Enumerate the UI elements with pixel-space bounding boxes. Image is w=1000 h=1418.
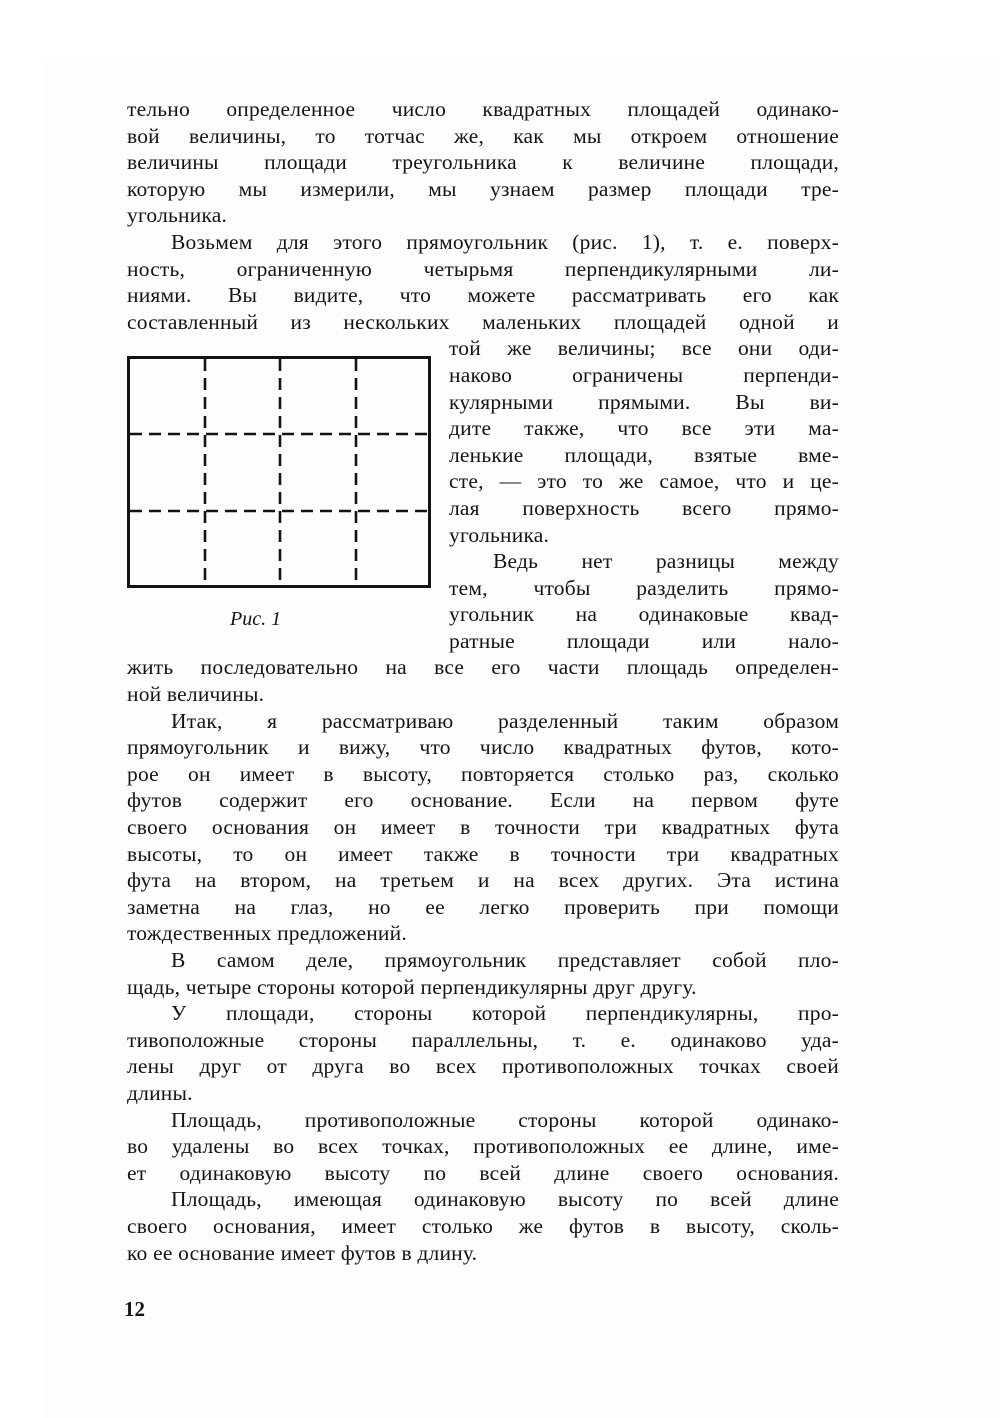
text-line: Возьмем для этого прямоугольник (рис. 1), т. е. поверх- <box>171 229 839 254</box>
text-line: В самом деле, прямоугольник представляет собой пло- <box>171 948 839 972</box>
figure-caption: Рис. 1 <box>230 608 282 630</box>
text-line: составленный из нескольких маленьких площадей одной и <box>127 309 839 334</box>
text-line: заметна на глаз, но ее легко проверить при помощи <box>127 894 839 919</box>
text-line: ет одинаковую высоту по всей длине своего основания. <box>127 1160 839 1185</box>
paragraph <box>127 1186 839 1266</box>
text-line: ниями. Вы видите, что можете рассматривать его как <box>127 283 839 308</box>
text-line: футов содержит его основание. Если на первом футе <box>127 788 839 813</box>
text-line: своего основания, имеет столько же футов в высоту, сколь- <box>127 1213 839 1238</box>
paragraph <box>127 1107 839 1187</box>
text-line: вой величины, то тотчас же, как мы откроем отношение <box>127 123 839 148</box>
text-line: тождественных предложений. <box>127 921 407 946</box>
paragraph <box>127 947 839 1000</box>
text-line: той же величины; все они оди- <box>449 336 839 361</box>
paragraph <box>127 96 839 229</box>
text-line: ной величины. <box>127 682 265 707</box>
rectangle-grid-diagram <box>127 356 431 588</box>
paragraph <box>127 708 839 947</box>
text-line: Ведь нет разницы между <box>493 549 839 574</box>
text-line: тивоположные стороны параллельны, т. е. одинаково уда- <box>127 1027 839 1052</box>
text-line: ность, ограниченную четырьмя перпендикулярными ли- <box>127 256 839 281</box>
figure-rectangle-grid <box>127 356 431 588</box>
text-line: жить последовательно на все его части площадь определен- <box>127 655 839 680</box>
text-line: Итак, я рассматриваю разделенный таким образом <box>171 708 839 733</box>
text-line: прямоугольник и вижу, что число квадратных футов, кото- <box>127 735 839 760</box>
text-line: дите также, что все эти ма- <box>449 416 839 441</box>
text-line: лая поверхность всего прямо- <box>449 495 839 520</box>
text-line: тем, чтобы разделить прямо- <box>449 575 839 600</box>
page-number: 12 <box>124 1297 145 1321</box>
text-line: которую мы измерили, мы узнаем размер площади тре- <box>127 176 839 201</box>
text-line: наково ограничены перпенди- <box>449 362 839 387</box>
text-line: своего основания он имеет в точности три квадратных фута <box>127 815 839 840</box>
text-line: ленькие площади, взятые вме- <box>449 442 839 467</box>
text-line: сте, — это то же самое, что и це- <box>449 469 839 494</box>
paragraph <box>127 1000 839 1106</box>
text-line: угольник на одинаковые квад- <box>449 602 839 627</box>
text-line: ко ее основание имеет футов в длину. <box>127 1240 478 1265</box>
text-line: рое он имеет в высоту, повторяется столько раз, сколько <box>127 761 839 786</box>
text-line: длины. <box>127 1080 193 1105</box>
text-line: щадь, четыре стороны которой перпендикулярны друг другу. <box>127 974 697 999</box>
text-line: во удалены во всех точках, противоположных ее длине, име- <box>127 1134 839 1159</box>
text-line: высоты, то он имеет также в точности три квадратных <box>127 841 839 866</box>
document-page <box>127 96 839 1266</box>
text-line: Площадь, имеющая одинаковую высоту по всей длине <box>171 1187 839 1212</box>
text-line: фута на втором, на третьем и на всех других. Эта истина <box>127 868 839 893</box>
text-line: угольника. <box>127 203 228 228</box>
text-line: кулярными прямыми. Вы ви- <box>449 389 839 414</box>
text-line: ратные площади или нало- <box>449 628 839 653</box>
text-line: лены друг от друга во всех противоположных точках своей <box>127 1054 839 1079</box>
text-line: Площадь, противоположные стороны которой одинако- <box>171 1107 839 1132</box>
text-line: величины площади треугольника к величине площади, <box>127 150 839 175</box>
text-line: У площади, стороны которой перпендикулярны, про- <box>171 1001 839 1026</box>
text-line: тельно определенное число квадратных площадей одинако- <box>127 97 839 121</box>
text-line: угольника. <box>449 522 550 547</box>
